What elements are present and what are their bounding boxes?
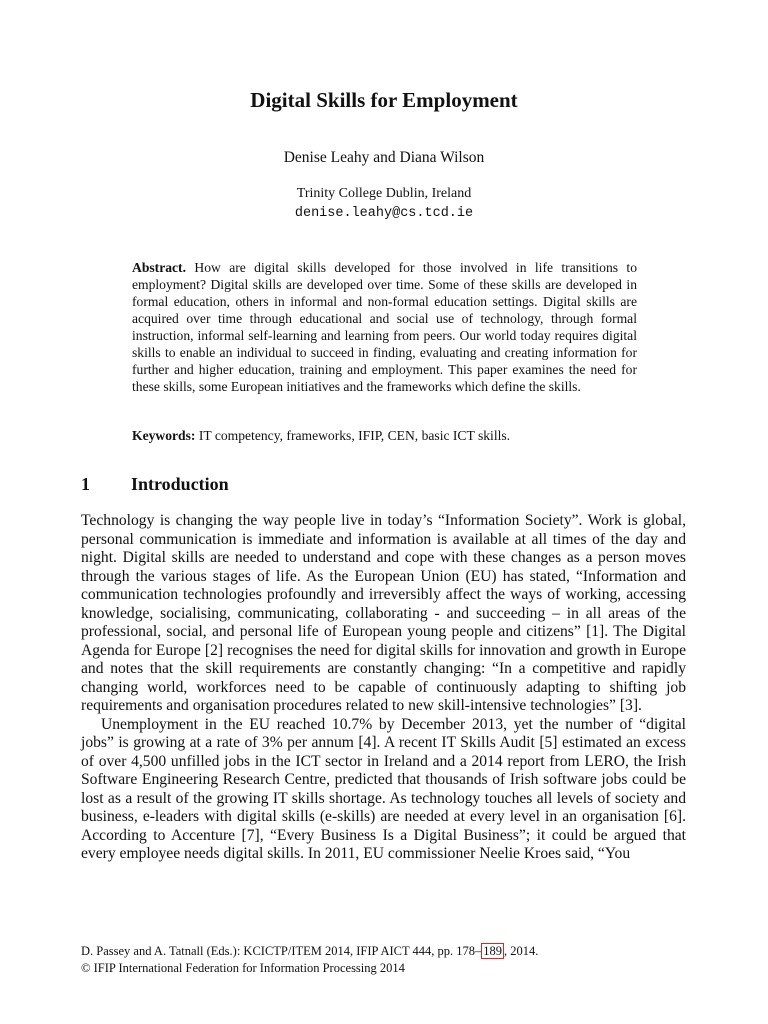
section-heading [81,474,229,495]
copyright-line: © IFIP International Federation for Information Processing 2014 [81,961,405,975]
paper-title: Digital Skills for Employment [250,88,518,112]
author-affiliation-block [0,184,768,224]
section-title: Introduction [131,474,229,494]
citation-line [81,943,686,960]
author-names: Denise Leahy and Diana Wilson [283,149,485,166]
citation-year: , 2014. [504,944,539,958]
keywords-label: Keywords: [132,428,196,443]
abstract [132,259,637,395]
body-paragraph-1: Technology is changing the way people live in today’s “Information Society”. Work is global, personal communication is immediate and information is available at all times of the day and night. Digital skills are needed to understand and cope with these changes as a person moves through the various stages of life. As the European Union (EU) has stated, “Information and communication technologies profoundly and irreversibly affect the ways of working, accessing knowledge, socialising, communicating, collaborating - and succeeding – in all areas of the professional, social, and personal life of European young people and citizens” [1]. The Digital Agenda for Europe [2] recognises the need for digital skills for innovation and growth in Europe and notes that the skill requirements are constantly changing: “In a competitive and rapidly changing world, workforces need to be capable of continuously adapting to shifting job requirements and organisation procedures related to new skill-intensive technologies” [3]. [81,512,686,714]
body-paragraph-2: Unemployment in the EU reached 10.7% by December 2013, yet the number of “digital jobs” is growing at a rate of 3% per annum [4]. A recent IT Skills Audit [5] estimated an excess of over 4,500 unfilled jobs in the ICT sector in Ireland and a 2014 report from LERO, the Irish Software Engineering Research Centre, predicted that thousands of Irish software jobs could be lost as a result of the growing IT skills shortage. As technology touches all levels of society and business, e-leaders with digital skills (e-skills) are needed at every level in an organisation [6]. According to Accenture [7], “Every Business Is a Digital Business”; it could be argued that every employee needs digital skills. In 2011, EU commissioner Neelie Kroes said, “You [81,715,686,862]
page-range-link[interactable]: 189 [483,944,503,958]
section-body [81,512,686,864]
keywords [132,427,637,444]
page-footer [81,943,686,977]
abstract-label: Abstract. [132,260,186,275]
author-email: denise.leahy@cs.tcd.ie [294,206,474,221]
keywords-text: IT competency, frameworks, IFIP, CEN, basic ICT skills. [198,428,511,443]
affiliation: Trinity College Dublin, Ireland [296,186,472,201]
citation-text: D. Passey and A. Tatnall (Eds.): KCICTP/ITEM 2014, IFIP AICT 444, pp. 178– [81,944,482,958]
abstract-text: How are digital skills developed for those involved in life transitions to employment? Digital skills are developed over time. Some of these skills are developed in formal education, others in informal and non-formal education settings. Digital skills are acquired over time through educational and social use of technology, through formal instruction, informal self-learning and learning from peers. Our world today requires digital skills to enable an individual to succeed in finding, evaluating and creating information for further and higher education, training and employment. This paper examines the need for these skills, some European initiatives and the frameworks which define the skills. [132,260,637,394]
section-number: 1 [81,474,90,494]
